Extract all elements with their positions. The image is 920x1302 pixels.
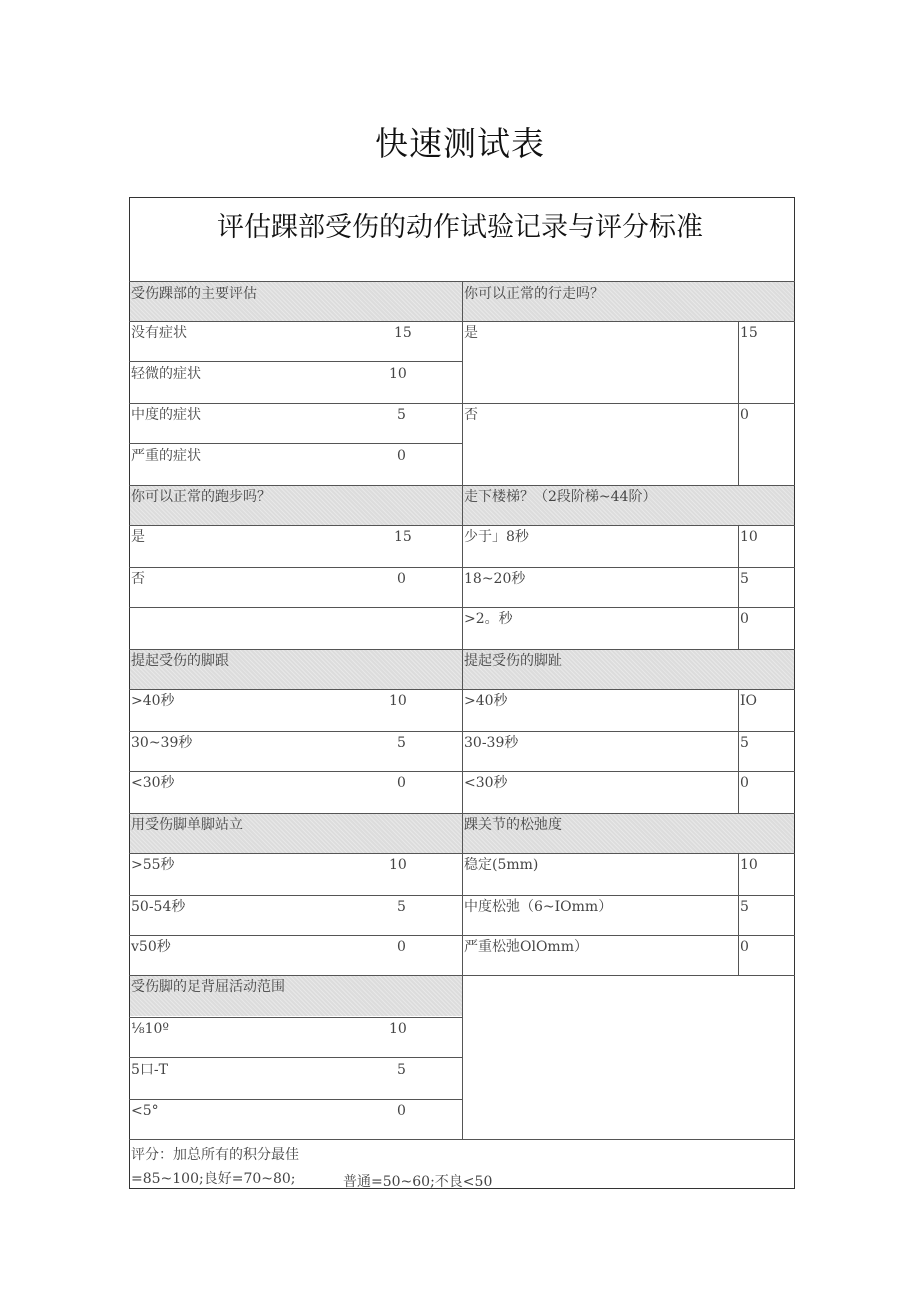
row-score: 5 [397, 407, 406, 423]
row-score: 0 [740, 775, 749, 791]
scoring-note-line1: 评分：加总所有的积分最佳 [131, 1147, 299, 1163]
row-label: 少于」8秒 [464, 529, 529, 545]
row-label: <30秒 [131, 775, 175, 791]
row-score: 5 [397, 1062, 406, 1078]
row-label: 30~39秒 [131, 735, 193, 751]
section-title: 受伤脚的足背屈活动范围 [131, 979, 285, 995]
row-label: 稳定(5mm) [464, 857, 539, 873]
row-score: 5 [740, 571, 749, 587]
row-label: 没有症状 [131, 325, 187, 341]
section-title: 你可以正常的跑步吗？ [131, 489, 271, 505]
section-title: 走下楼梯？（2段阶梯~44阶） [464, 489, 657, 505]
section-title: 用受伤脚单脚站立 [131, 817, 243, 833]
grid-line [129, 1057, 462, 1058]
row-label: 30-39秒 [464, 735, 519, 751]
scoring-note-line2: =85~100;良好=70~80; [131, 1171, 296, 1187]
grid-line [129, 1139, 795, 1140]
page-title: 快速测试表 [375, 124, 545, 163]
row-score: 10 [740, 857, 758, 873]
row-score: 0 [397, 1103, 406, 1119]
row-label: 严重松弛OlOmm） [464, 939, 588, 955]
row-score: 0 [740, 939, 749, 955]
row-label: <5° [131, 1103, 159, 1119]
grid-line [738, 689, 739, 813]
row-label: v50秒 [131, 939, 171, 955]
row-score: 10 [389, 857, 407, 873]
section-title: 受伤踝部的主要评估 [131, 286, 257, 302]
row-score: 15 [394, 325, 412, 341]
row-label: 中度松弛（6~IOmm） [464, 899, 613, 915]
row-score: 15 [740, 325, 758, 341]
row-score: 5 [740, 735, 749, 751]
row-label: 5口-T [131, 1062, 168, 1078]
row-label: 是 [464, 325, 478, 341]
grid-line [129, 361, 462, 362]
section-title: 你可以正常的行走吗？ [464, 286, 604, 302]
grid-line [738, 853, 739, 975]
row-label: 中度的症状 [131, 407, 201, 423]
row-label: 是 [131, 529, 145, 545]
grid-line [129, 1099, 462, 1100]
table-subtitle: 评估踝部受伤的动作试验记录与评分标准 [217, 212, 703, 243]
row-score: 0 [397, 775, 406, 791]
row-label: 否 [131, 571, 145, 587]
row-label: 50-54秒 [131, 899, 186, 915]
section-title: 踝关节的松弛度 [464, 817, 562, 833]
grid-line [462, 281, 463, 1139]
grid-line [129, 1017, 462, 1018]
row-score: 0 [397, 571, 406, 587]
row-label: >55秒 [131, 857, 175, 873]
row-label: 轻微的症状 [131, 366, 201, 382]
row-label: >40秒 [131, 693, 175, 709]
section-title: 提起受伤的脚跟 [131, 653, 229, 669]
row-score: 0 [740, 611, 749, 627]
row-score: 0 [397, 448, 406, 464]
row-score: 0 [740, 407, 749, 423]
scoring-note-line3: 普通=50~60;不良<50 [343, 1174, 493, 1190]
row-score: 10 [389, 693, 407, 709]
row-label: ⅛10º [131, 1021, 169, 1037]
grid-line [738, 525, 739, 649]
row-score: 5 [397, 899, 406, 915]
grid-line [129, 443, 462, 444]
row-score: 0 [397, 939, 406, 955]
grid-line [738, 321, 739, 485]
row-score: 10 [389, 366, 407, 382]
row-score: IO [740, 693, 758, 709]
row-score: 5 [740, 899, 749, 915]
row-label: >2。秒 [464, 611, 513, 627]
section-title: 提起受伤的脚趾 [464, 653, 562, 669]
row-label: 否 [464, 407, 478, 423]
row-label: >40秒 [464, 693, 508, 709]
row-score: 10 [740, 529, 758, 545]
row-score: 10 [389, 1021, 407, 1037]
row-score: 15 [394, 529, 412, 545]
row-label: 18~20秒 [464, 571, 526, 587]
row-score: 5 [397, 735, 406, 751]
row-label: <30秒 [464, 775, 508, 791]
row-label: 严重的症状 [131, 448, 201, 464]
